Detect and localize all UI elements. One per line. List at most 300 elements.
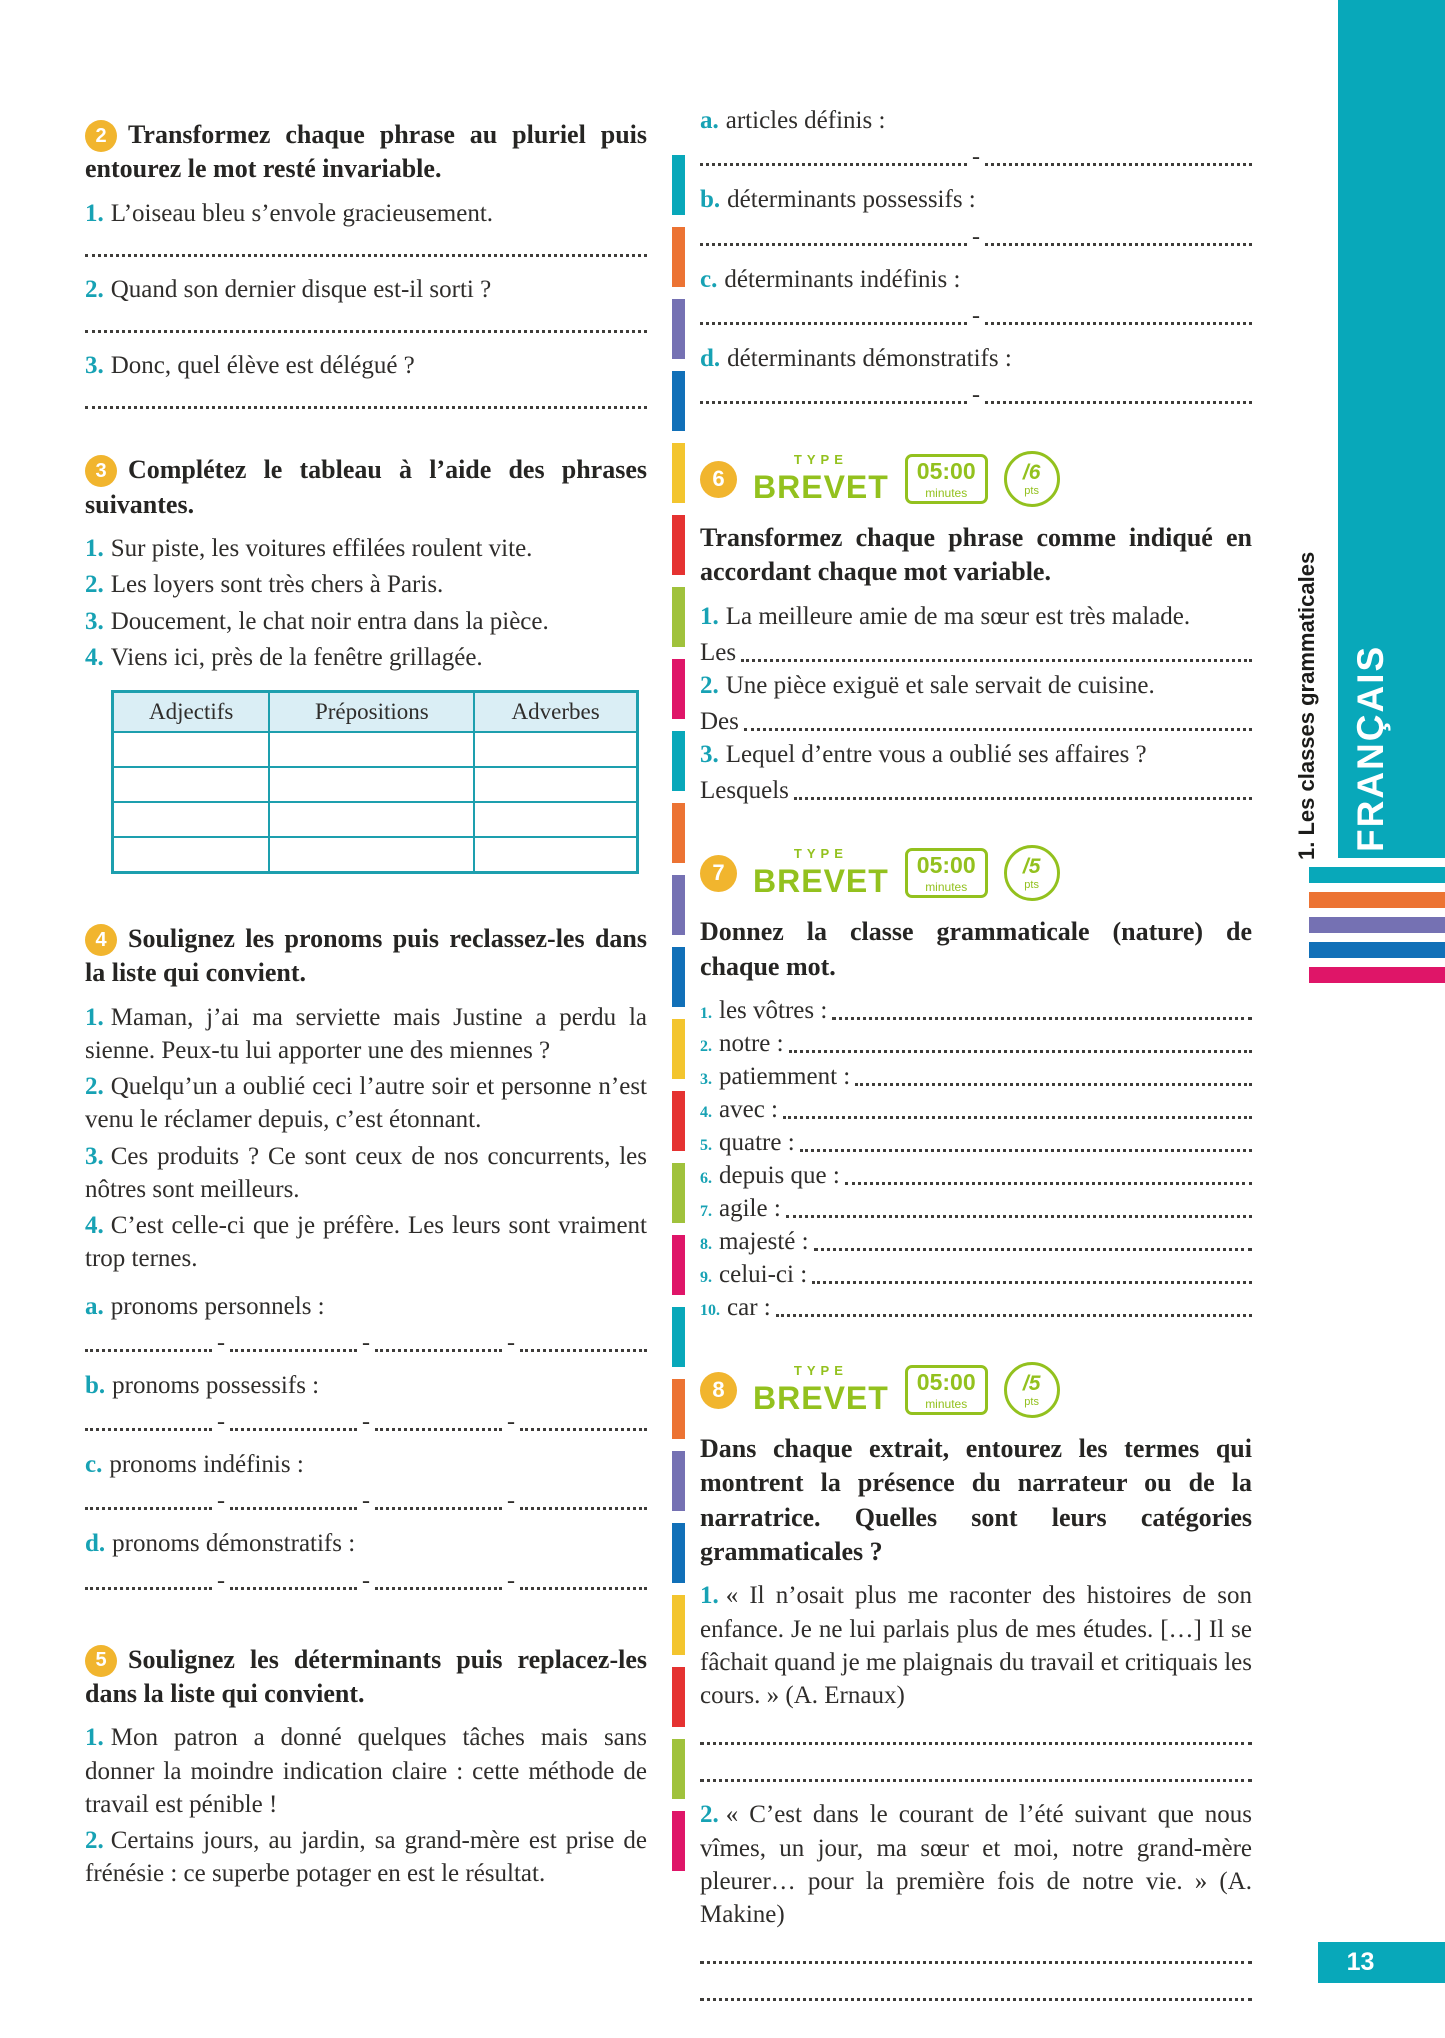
divider-segment (672, 1523, 685, 1583)
table-header-adjectifs: Adjectifs (113, 692, 270, 733)
answer-dots (776, 1314, 1252, 1317)
item-number: 1. (700, 1582, 719, 1610)
chapter-label: 1. Les classes grammaticales (1294, 551, 1319, 860)
divider-segment (672, 875, 685, 935)
timer-unit: minutes (925, 1397, 968, 1411)
answer-dots (375, 1507, 502, 1510)
sentence-item (85, 605, 647, 638)
exercise-title-text: Transformez chaque phrase au pluriel puis entourez le mot resté invariable. (85, 120, 647, 184)
points-badge (1004, 1362, 1060, 1418)
timer-unit: minutes (925, 880, 968, 895)
exercise-7-header (700, 845, 1252, 901)
divider-segment (672, 1019, 685, 1079)
exercise-2-title (85, 118, 647, 187)
exercise-5-title (85, 1643, 647, 1712)
dash-separator: - (972, 144, 980, 171)
word-item (700, 1192, 1252, 1225)
divider-segment (672, 1595, 685, 1655)
answer-dots (520, 1349, 647, 1352)
sentence-item (85, 349, 647, 382)
word-item (700, 1126, 1252, 1159)
category-text: articles définis : (725, 107, 886, 134)
answer-dots (832, 1017, 1252, 1020)
exercise-number-badge: 8 (700, 1372, 737, 1409)
answer-dots (520, 1587, 647, 1590)
item-number: 7. (700, 1203, 712, 1220)
item-text: Les loyers sont très chers à Paris. (110, 571, 444, 599)
exercise-8 (700, 1362, 1252, 2001)
dash-separator: - (507, 1488, 515, 1515)
item-number: 2. (700, 1038, 712, 1055)
answer-dots (985, 163, 1252, 166)
exercise-title-text: Transformez chaque phrase comme indiqué en accordant chaque mot variable. (700, 523, 1252, 587)
category-letter: b. (85, 1371, 106, 1399)
dash-separator: - (972, 223, 980, 250)
item-number: 10. (700, 1302, 720, 1319)
item-text: Maman, j’ai ma serviette mais Justine a perdu la sienne. Peux-tu lui apporter une des miennes ? (85, 1003, 647, 1064)
answer-prefix: Lesquels (700, 777, 789, 805)
sentence-item (85, 532, 647, 565)
exercise-title-text: Donnez la classe grammaticale (nature) de chaque mot. (700, 917, 1252, 981)
sentence-item (85, 1140, 647, 1207)
category-label (85, 1448, 647, 1481)
brevet-logo (753, 452, 889, 506)
answer-dots (700, 163, 967, 166)
answer-dots (85, 1507, 212, 1510)
answer-line (700, 140, 1252, 173)
subject-tab (1338, 0, 1445, 858)
answer-dots (375, 1349, 502, 1352)
item-number: 2. (85, 1073, 104, 1101)
exercise-8-title (700, 1432, 1252, 1569)
category-text: déterminants indéfinis : (724, 265, 961, 293)
item-number: 6. (700, 1170, 712, 1187)
answer-dots (985, 322, 1252, 325)
word-item (700, 1027, 1252, 1060)
divider-segment (672, 1739, 685, 1799)
page-number: 13 (1318, 1942, 1445, 1983)
brevet-logo (753, 846, 889, 900)
answer-line (700, 299, 1252, 332)
answer-dots (814, 1248, 1252, 1251)
dash-separator: - (507, 1567, 515, 1594)
points-unit: pts (1024, 485, 1039, 497)
timer-value: 05:00 (916, 852, 976, 879)
points-unit: pts (1024, 1396, 1039, 1408)
exercise-title-text: Soulignez les pronoms puis reclassez-les dans la liste qui convient. (85, 924, 647, 988)
points-badge (1004, 845, 1060, 901)
answer-line (85, 312, 647, 333)
divider-segment (672, 947, 685, 1007)
answer-line (700, 1761, 1252, 1782)
exercise-3-title (85, 453, 647, 522)
sentence-item (85, 1721, 647, 1821)
divider-segment (672, 1163, 685, 1223)
item-number: 5. (700, 1137, 712, 1154)
item-number: 2. (85, 275, 104, 303)
category-text: déterminants démonstratifs : (727, 344, 1012, 372)
word-item (700, 1225, 1252, 1258)
answer-line (700, 774, 1252, 807)
table-row (113, 837, 638, 873)
answer-prefix: Des (700, 708, 739, 736)
answer-line (700, 1980, 1252, 2001)
exercise-number-badge: 2 (85, 120, 117, 152)
answer-dots (789, 1050, 1252, 1053)
points-unit: pts (1024, 879, 1039, 892)
table-empty-cell (113, 837, 270, 873)
answer-dots (794, 797, 1252, 800)
exercise-number-badge: 6 (700, 461, 737, 498)
category-letter: c. (85, 1451, 103, 1479)
answer-dots (985, 401, 1252, 404)
answer-line (85, 1326, 647, 1359)
answer-dots (230, 1428, 357, 1431)
sentence-item (700, 738, 1252, 771)
sentence-item (85, 197, 647, 230)
brevet-label: BREVET (753, 863, 889, 900)
word-item (700, 1291, 1252, 1324)
category-letter: a. (85, 1292, 104, 1320)
answer-dots (744, 728, 1252, 731)
item-number: 1. (85, 535, 104, 562)
divider-segment (672, 299, 685, 359)
table-row (113, 802, 638, 837)
item-number: 4. (85, 643, 104, 671)
dash-separator: - (507, 1329, 515, 1356)
answer-dots (812, 1281, 1252, 1284)
exercise-number-badge: 4 (85, 924, 117, 956)
dash-separator: - (507, 1409, 515, 1436)
left-column (85, 118, 647, 1929)
answer-dots (375, 1428, 502, 1431)
dash-separator: - (362, 1329, 370, 1356)
answer-line (85, 236, 647, 257)
divider-segment (672, 1091, 685, 1151)
quote-text: « Il n’osait plus me raconter des histoires de son enfance. Je ne lui parlais plus de mes études. […] Il se fâchait quand je me plaignais du travail et critiquais les cours. » (A. Ernaux) (700, 1582, 1252, 1709)
exercise-5 (85, 1643, 647, 1891)
points-badge (1004, 451, 1060, 507)
answer-dots (85, 1587, 212, 1590)
divider-segment (672, 1307, 685, 1367)
item-text: Une pièce exiguë et sale servait de cuisine. (725, 671, 1155, 699)
word-text: quatre : (719, 1129, 795, 1156)
item-number: 8. (700, 1236, 712, 1253)
answer-dots (375, 1587, 502, 1590)
category-label (85, 1369, 647, 1402)
category-label (700, 342, 1252, 375)
item-text: Quand son dernier disque est-il sorti ? (110, 275, 492, 303)
answer-dots (230, 1507, 357, 1510)
dash-separator: - (362, 1409, 370, 1436)
item-number: 1. (85, 1724, 104, 1752)
answer-dots (230, 1587, 357, 1590)
sidebar-stripe (1309, 867, 1445, 883)
word-text: car : (727, 1294, 771, 1321)
table-empty-cell (113, 802, 270, 837)
dash-separator: - (362, 1488, 370, 1515)
exercise-6 (700, 451, 1252, 807)
word-item (700, 1159, 1252, 1192)
table-empty-cell (113, 732, 270, 767)
answer-dots (786, 1215, 1252, 1218)
quote-item (700, 1798, 1252, 1931)
category-label (700, 104, 1252, 137)
brevet-logo (753, 1363, 889, 1417)
timer-badge (905, 454, 988, 504)
quote-text: « C’est dans le courant de l’été suivant que nous vîmes, un jour, ma sœur et moi, notre grand-mère pleurer… pour la première fois de notre vie. » (A. Makine) (700, 1801, 1252, 1928)
sentence-item (700, 600, 1252, 633)
item-number: 4. (85, 1212, 104, 1240)
category-text: déterminants possessifs : (727, 186, 976, 214)
dash-separator: - (972, 302, 980, 329)
points-value: /5 (1022, 855, 1041, 879)
sentence-item (85, 1001, 647, 1068)
divider-segment (672, 659, 685, 719)
word-item (700, 1060, 1252, 1093)
answer-dots (985, 243, 1252, 246)
divider-segment (672, 803, 685, 863)
timer-badge (905, 848, 988, 898)
answer-line (700, 705, 1252, 738)
answer-line (85, 388, 647, 409)
word-text: patiemment : (719, 1063, 851, 1090)
divider-segment (672, 515, 685, 575)
word-text: depuis que : (719, 1162, 840, 1189)
item-text: La meilleure amie de ma sœur est très malade. (725, 602, 1191, 630)
answer-dots (700, 401, 967, 404)
sidebar-stripes (1309, 867, 1445, 983)
sentence-item (85, 568, 647, 601)
divider-segment (672, 1451, 685, 1511)
dash-separator: - (217, 1567, 225, 1594)
answer-line (700, 636, 1252, 669)
table-row (113, 767, 638, 802)
timer-value: 05:00 (916, 1369, 976, 1395)
item-text: L’oiseau bleu s’envole gracieusement. (110, 199, 494, 227)
item-text: Lequel d’entre vous a oublié ses affaires ? (725, 741, 1147, 769)
exercise-number-badge: 3 (85, 455, 117, 487)
word-text: celui-ci : (719, 1261, 808, 1288)
divider-segment (672, 731, 685, 791)
item-number: 3. (700, 1071, 712, 1088)
sentence-item (700, 669, 1252, 702)
table-empty-cell (474, 837, 637, 873)
exercise-title-text: Soulignez les déterminants puis replacez-les dans la liste qui convient. (85, 1644, 647, 1708)
item-number: 3. (700, 741, 719, 769)
timer-unit: minutes (925, 486, 968, 500)
table-empty-cell (269, 732, 474, 767)
sidebar-stripe (1309, 917, 1445, 933)
answer-line (700, 1724, 1252, 1745)
answer-dots (85, 1428, 212, 1431)
brevet-label: BREVET (753, 1380, 889, 1416)
item-text: C’est celle-ci que je préfère. Les leurs sont vraiment trop ternes. (85, 1212, 647, 1273)
brevet-label: BREVET (753, 469, 889, 505)
exercise-7-title (700, 915, 1252, 984)
exercise-6-header (700, 451, 1252, 507)
type-label: TYPE (793, 846, 848, 862)
answer-dots (85, 1349, 212, 1352)
word-text: avec : (719, 1096, 778, 1123)
table-header-prepositions: Prépositions (269, 692, 474, 733)
exercise-title-text: Complétez le tableau à l’aide des phrases suivantes. (85, 455, 647, 519)
category-letter: d. (700, 344, 721, 372)
divider-segment (672, 155, 685, 215)
word-item (700, 1258, 1252, 1291)
timer-badge (905, 1365, 988, 1415)
quote-item (700, 1579, 1252, 1712)
sidebar-stripe (1309, 967, 1445, 983)
dash-separator: - (362, 1567, 370, 1594)
determinant-categories (700, 104, 1252, 411)
dash-separator: - (217, 1488, 225, 1515)
item-text: Viens ici, près de la fenêtre grillagée. (110, 643, 483, 671)
answer-dots (783, 1116, 1252, 1119)
table-empty-cell (474, 732, 637, 767)
word-text: agile : (719, 1195, 781, 1222)
word-item (700, 994, 1252, 1027)
answer-dots (741, 659, 1252, 662)
answer-line (700, 378, 1252, 411)
table-header-adverbes: Adverbes (474, 692, 637, 733)
category-text: pronoms possessifs : (112, 1371, 320, 1399)
item-number: 2. (85, 1827, 104, 1854)
exercise-number-badge: 7 (700, 855, 737, 892)
exercise-6-title (700, 521, 1252, 590)
item-number: 2. (700, 1801, 719, 1829)
exercise-7 (700, 845, 1252, 1324)
table-empty-cell (474, 767, 637, 802)
dash-separator: - (972, 382, 980, 408)
category-label (85, 1527, 647, 1560)
category-text: pronoms indéfinis : (109, 1451, 304, 1479)
category-label (700, 183, 1252, 216)
exercise-8-header (700, 1362, 1252, 1418)
subject-label: FRANÇAIS (1350, 644, 1391, 852)
exercise-2 (85, 118, 647, 409)
table-empty-cell (269, 802, 474, 837)
answer-dots (855, 1083, 1252, 1086)
dash-separator: - (217, 1409, 225, 1436)
item-number: 2. (700, 671, 719, 699)
category-letter: a. (700, 107, 719, 134)
answer-dots (700, 243, 967, 246)
category-letter: d. (85, 1530, 106, 1558)
table-header-row (113, 692, 638, 733)
column-divider (672, 155, 685, 1871)
item-text: Quelqu’un a oublié ceci l’autre soir et personne n’est venu le réclamer depuis, c’est étonnant. (85, 1073, 647, 1134)
exercise-number-badge: 5 (85, 1645, 117, 1677)
answer-dots (230, 1349, 357, 1352)
sentence-item (85, 1070, 647, 1137)
item-number: 2. (85, 571, 104, 599)
item-number: 4. (700, 1104, 712, 1121)
table-row (113, 732, 638, 767)
item-text: Sur piste, les voitures effilées roulent vite. (110, 535, 533, 562)
answer-line (700, 1943, 1252, 1964)
answer-line (85, 1405, 647, 1438)
sidebar-stripe (1309, 942, 1445, 958)
points-value: /6 (1022, 461, 1041, 484)
table-empty-cell (113, 767, 270, 802)
word-text: les vôtres : (719, 997, 828, 1024)
exercise-title-text: Dans chaque extrait, entourez les termes qui montrent la présence du narrateur ou de la narratrice. Quelles sont leurs catégories grammaticales ? (700, 1434, 1252, 1566)
category-letter: c. (700, 265, 718, 293)
word-text: notre : (719, 1030, 784, 1057)
item-text: Certains jours, au jardin, sa grand-mère est prise de frénésie : ce superbe potager en est le résultat. (85, 1827, 647, 1888)
sentence-item (85, 1824, 647, 1891)
divider-segment (672, 1811, 685, 1871)
table-empty-cell (269, 767, 474, 802)
divider-segment (672, 227, 685, 287)
divider-segment (672, 1379, 685, 1439)
sentence-item (85, 641, 647, 674)
item-number: 1. (700, 602, 719, 630)
table-empty-cell (474, 802, 637, 837)
type-label: TYPE (793, 452, 848, 467)
type-label: TYPE (793, 1363, 848, 1378)
category-label (85, 1290, 647, 1323)
answer-line (700, 220, 1252, 253)
item-number: 3. (85, 352, 104, 380)
divider-segment (672, 1235, 685, 1295)
divider-segment (672, 443, 685, 503)
answer-line (85, 1564, 647, 1597)
sidebar-stripe (1309, 892, 1445, 908)
table-empty-cell (269, 837, 474, 873)
word-text: majesté : (719, 1228, 809, 1255)
answer-prefix: Les (700, 638, 737, 666)
category-letter: b. (700, 186, 721, 214)
item-text: Ces produits ? Ce sont ceux de nos concurrents, les nôtres sont meilleurs. (85, 1142, 647, 1203)
answer-dots (845, 1182, 1252, 1185)
item-text: Donc, quel élève est délégué ? (110, 352, 415, 380)
item-number: 1. (85, 199, 104, 227)
item-text: Doucement, le chat noir entra dans la pièce. (110, 607, 549, 635)
answer-dots (700, 322, 967, 325)
answer-dots (520, 1507, 647, 1510)
right-column (700, 104, 1252, 2038)
exercise-4 (85, 922, 647, 1597)
exercise-4-title (85, 922, 647, 991)
divider-segment (672, 371, 685, 431)
sentence-item (85, 1209, 647, 1276)
sentence-item (85, 273, 647, 306)
answer-dots (520, 1428, 647, 1431)
item-number: 3. (85, 1142, 104, 1170)
grammar-table (111, 690, 639, 874)
answer-line (85, 1484, 647, 1517)
category-text: pronoms démonstratifs : (112, 1530, 356, 1558)
dash-separator: - (217, 1329, 225, 1356)
divider-segment (672, 1667, 685, 1727)
ex3-table-body (113, 732, 638, 873)
category-label (700, 263, 1252, 296)
item-number: 1. (700, 1005, 712, 1022)
item-text: Mon patron a donné quelques tâches mais sans donner la moindre indication claire : cette méthode de travail est pénible ! (85, 1724, 647, 1818)
item-number: 9. (700, 1269, 712, 1286)
item-number: 1. (85, 1003, 104, 1031)
category-text: pronoms personnels : (110, 1292, 325, 1320)
divider-segment (672, 587, 685, 647)
word-item (700, 1093, 1252, 1126)
exercise-3 (85, 453, 647, 874)
item-number: 3. (85, 607, 104, 635)
answer-dots (800, 1149, 1252, 1152)
timer-value: 05:00 (916, 458, 976, 484)
points-value: /5 (1022, 1372, 1041, 1395)
